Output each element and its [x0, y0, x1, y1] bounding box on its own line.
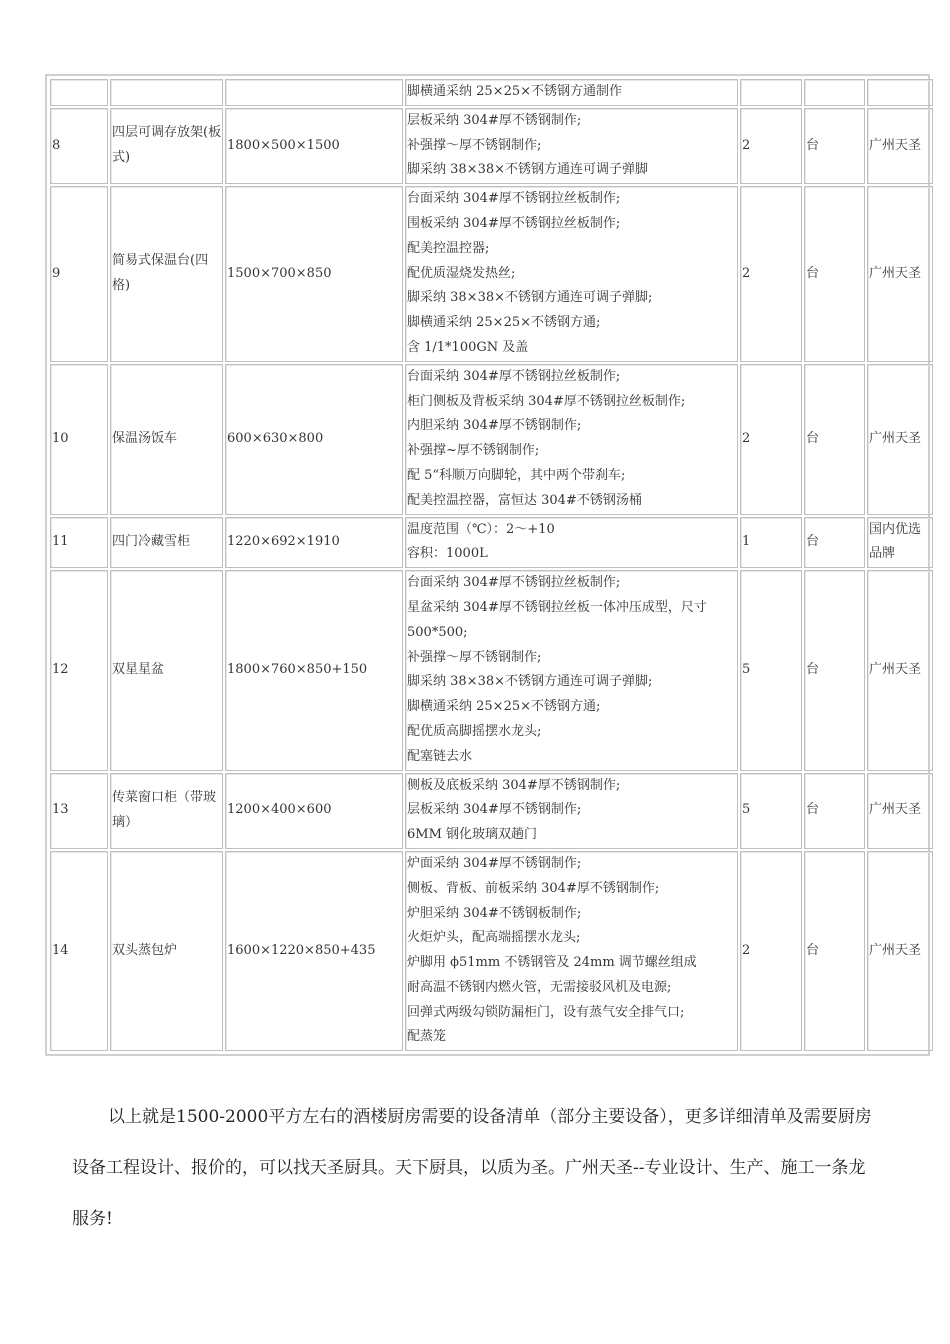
summary-paragraph: 以上就是1500-2000平方左右的酒楼厨房需要的设备清单（部分主要设备），更多详细清单及需要厨房设备工程设计、报价的，可以找天圣厨具。天下厨具，以质为圣。广州天圣--专业设计、生产、施工一条龙服务! — [72, 1107, 872, 1229]
item-size-cell: 600×630×800 — [225, 364, 403, 515]
spec-line: 配优质湿烧发热丝; — [407, 265, 516, 281]
item-unit-cell: 台 — [804, 851, 865, 1051]
item-brand-cell: 广州天圣 — [867, 773, 933, 849]
item-size-cell: 1800×500×1500 — [225, 108, 403, 184]
item-name-cell: 四层可调存放架(板式) — [110, 108, 223, 184]
item-name-cell: 双头蒸包炉 — [110, 851, 223, 1051]
item-spec-cell — [405, 570, 738, 770]
item-unit-cell: 台 — [804, 570, 865, 770]
item-quantity-cell: 2 — [740, 364, 802, 515]
item-size-cell: 1200×400×600 — [225, 773, 403, 849]
item-spec-cell — [405, 851, 738, 1051]
item-brand-cell: 广州天圣 — [867, 364, 933, 515]
spec-line: 内胆采纳 304#厚不锈钢制作; — [407, 418, 582, 434]
item-spec-cell — [405, 108, 738, 184]
spec-line: 补强撑~厚不锈钢制作; — [407, 443, 540, 459]
item-number-cell: 10 — [50, 364, 108, 515]
item-unit-cell: 台 — [804, 108, 865, 184]
spec-line: 配美控温控器; — [407, 240, 490, 256]
item-quantity-cell: 2 — [740, 186, 802, 362]
spec-line: 侧板、背板、前板采纳 304#厚不锈钢制作; — [407, 880, 660, 896]
item-number-cell: 12 — [50, 570, 108, 770]
spec-line: 脚横通采纳 25×25×不锈钢方通制作 — [407, 84, 623, 99]
spec-line: 脚横通采纳 25×25×不锈钢方通; — [407, 699, 601, 715]
spec-line: 6MM 钢化玻璃双趟门 — [407, 827, 538, 843]
item-quantity-cell: 2 — [740, 108, 802, 184]
item-size-cell: 1500×700×850 — [225, 186, 403, 362]
item-spec-cell — [405, 364, 738, 515]
item-number-cell: 8 — [50, 108, 108, 184]
spec-line: 台面采纳 304#厚不锈钢拉丝板制作; — [407, 368, 621, 384]
spec-line: 台面采纳 304#厚不锈钢拉丝板制作; — [407, 575, 621, 591]
spec-line: 炉面采纳 304#厚不锈钢制作; — [407, 855, 582, 871]
table-row — [50, 773, 933, 849]
table-row — [50, 364, 933, 515]
spec-line: 补强撑～厚不锈钢制作; — [407, 137, 542, 153]
item-number-cell: 9 — [50, 186, 108, 362]
item-spec-cell — [405, 79, 738, 106]
item-unit-cell: 台 — [804, 186, 865, 362]
item-name-cell: 保温汤饭车 — [110, 364, 223, 515]
item-unit-cell: 台 — [804, 364, 865, 515]
item-quantity-cell: 2 — [740, 851, 802, 1051]
item-brand-cell: 广州天圣 — [867, 851, 933, 1051]
spec-line: 配优质高脚摇摆水龙头; — [407, 723, 542, 739]
spec-line: 柜门侧板及背板采纳 304#厚不锈钢拉丝板制作; — [407, 393, 686, 409]
spec-line: 脚采纳 38×38×不锈钢方通连可调子弹脚; — [407, 674, 653, 690]
spec-line: 补强撑～厚不锈钢制作; — [407, 649, 542, 665]
item-brand-cell: 国内优选品牌 — [867, 517, 933, 569]
table-row — [50, 108, 933, 184]
item-name-cell: 四门冷藏雪柜 — [110, 517, 223, 569]
spec-line: 脚采纳 38×38×不锈钢方通连可调子弹脚; — [407, 290, 653, 306]
spec-line: 容积：1000L — [407, 546, 488, 562]
spec-line: 星盆采纳 304#厚不锈钢拉丝板一体冲压成型，尺寸 — [407, 599, 707, 615]
item-quantity-cell — [740, 79, 802, 106]
spec-line: 火炬炉头，配高端摇摆水龙头; — [407, 930, 581, 946]
spec-line: 层板采纳 304#厚不锈钢制作; — [407, 802, 582, 818]
spec-line: 温度范围（℃）：2～+10 — [407, 521, 555, 537]
item-spec-cell — [405, 517, 738, 569]
item-size-cell — [225, 79, 403, 106]
item-brand-cell: 广州天圣 — [867, 570, 933, 770]
item-number-cell — [50, 79, 108, 106]
spec-line: 脚采纳 38×38×不锈钢方通连可调子弹脚 — [407, 162, 649, 178]
item-name-cell: 简易式保温台(四格) — [110, 186, 223, 362]
spec-line: 炉胆采纳 304#不锈钢板制作; — [407, 905, 582, 921]
spec-line: 脚横通采纳 25×25×不锈钢方通; — [407, 315, 601, 331]
item-name-cell: 双星星盆 — [110, 570, 223, 770]
spec-line: 炉脚用 ϕ51mm 不锈钢管及 24mm 调节螺丝组成 — [407, 955, 697, 971]
item-brand-cell: 广州天圣 — [867, 108, 933, 184]
spec-line: 配 5“科顺万向脚轮，其中两个带刹车; — [407, 467, 626, 483]
item-brand-cell — [867, 79, 933, 106]
item-unit-cell: 台 — [804, 517, 865, 569]
item-size-cell: 1600×1220×850+435 — [225, 851, 403, 1051]
equipment-table — [48, 77, 935, 1053]
table-row — [50, 186, 933, 362]
spec-line: 围板采纳 304#厚不锈钢拉丝板制作; — [407, 215, 621, 231]
table-row — [50, 517, 933, 569]
item-spec-cell — [405, 773, 738, 849]
equipment-table-wrapper — [45, 74, 930, 1056]
item-size-cell: 1800×760×850+150 — [225, 570, 403, 770]
item-quantity-cell: 5 — [740, 773, 802, 849]
item-unit-cell — [804, 79, 865, 106]
spec-line: 侧板及底板采纳 304#厚不锈钢制作; — [407, 777, 621, 793]
item-number-cell: 14 — [50, 851, 108, 1051]
spec-line: 回弹式两级勾锁防漏柜门，设有蒸气安全排气口; — [407, 1004, 685, 1020]
item-unit-cell: 台 — [804, 773, 865, 849]
item-name-cell — [110, 79, 223, 106]
spec-line: 耐高温不锈钢内燃火管，无需接驳风机及电源; — [407, 979, 672, 995]
spec-line: 层板采纳 304#厚不锈钢制作; — [407, 112, 582, 128]
item-spec-cell — [405, 186, 738, 362]
spec-line: 500*500; — [407, 624, 468, 640]
table-row — [50, 79, 933, 106]
item-number-cell: 11 — [50, 517, 108, 569]
item-quantity-cell: 1 — [740, 517, 802, 569]
item-brand-cell: 广州天圣 — [867, 186, 933, 362]
table-row — [50, 851, 933, 1051]
item-number-cell: 13 — [50, 773, 108, 849]
spec-line: 配塞链去水 — [407, 748, 473, 764]
spec-line: 含 1/1*100GN 及盖 — [407, 339, 529, 355]
item-quantity-cell: 5 — [740, 570, 802, 770]
item-name-cell: 传菜窗口柜（带玻璃） — [110, 773, 223, 849]
table-row — [50, 570, 933, 770]
spec-line: 台面采纳 304#厚不锈钢拉丝板制作; — [407, 191, 621, 207]
spec-line: 配蒸笼 — [407, 1029, 447, 1045]
spec-line: 配美控温控器，富恒达 304#不锈钢汤桶 — [407, 492, 642, 508]
item-size-cell: 1220×692×1910 — [225, 517, 403, 569]
